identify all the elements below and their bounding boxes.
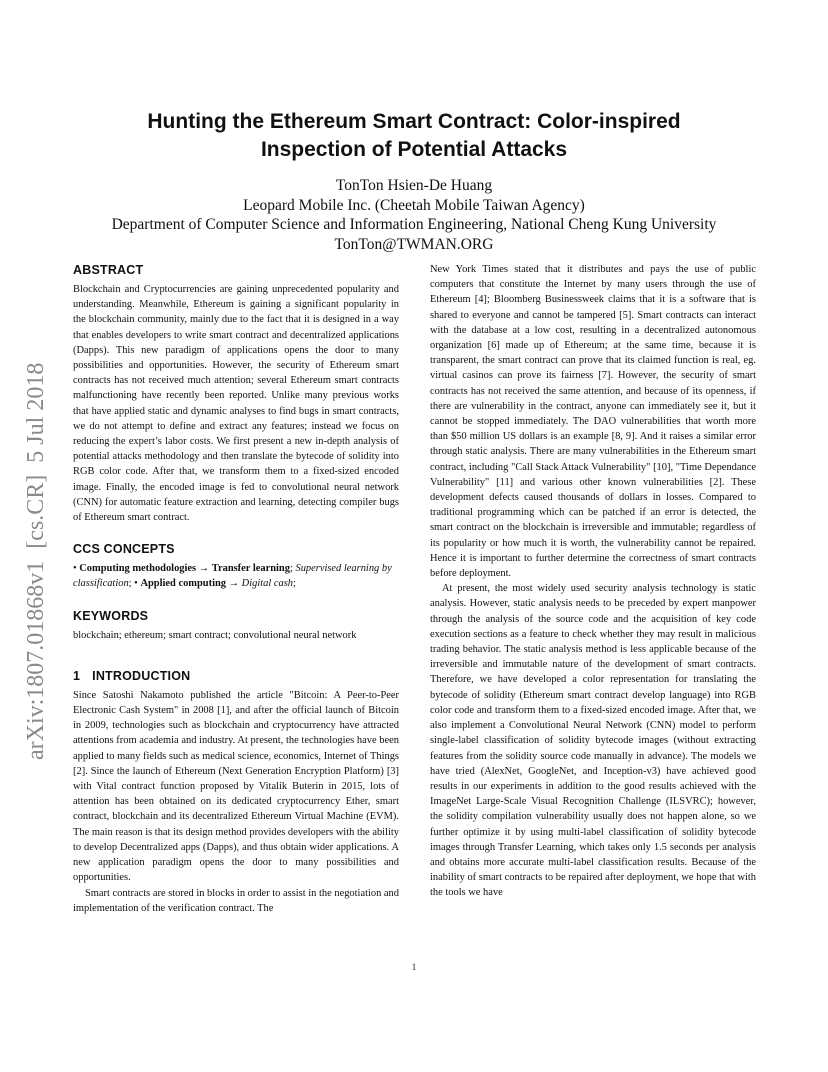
title-line-1: Hunting the Ethereum Smart Contract: Color-inspired (147, 110, 681, 133)
section-number: 1 (73, 668, 81, 683)
right-column (430, 262, 756, 901)
keywords-text: blockchain; ethereum; smart contract; convolutional neural network (73, 629, 357, 641)
author-affiliation-2: Department of Computer Science and Information Engineering, National Cheng Kung University (111, 216, 717, 233)
section-title: INTRODUCTION (92, 668, 191, 683)
ccs-separator-2: ; • (128, 578, 141, 590)
ccs-bullet: • (73, 563, 80, 575)
ccs-separator-1: ; (289, 563, 296, 575)
author-block (40, 176, 788, 254)
intro-paragraph-4: At present, the most widely used security analysis technology is static analysis. However, static analysis needs to be preceded by expert manpower through the analysis of the source code and the acquisition of key code execution sections as a feature to check whether they may result in malicious trading behavior. The static analysis method is less applicable because of the irreversible and immutable nature of the development of smart contracts. Therefore, we have developed a color representation for translating the bytecode of solidity (Ethereum smart contract develop language) into RGB color code and transform them to a fixed-sized encoded image. After that, we also implement a Convolutional Neural Network (CNN) model to perform single-label classification of solidity bytecode images (without extracting features from the solidity source code manually in advance). The models we have tried (AlexNet, GoogleNet, and Inception-v3) have achieved good results in our experiments in addition to the good results achieved with the ImageNet Large-Scale Visual Recognition Challenge (ILSVRC); however, the solidity compilation vulnerability usually does not happen alone, so we further optimize it by using multi-label classification of solidity bytecode images through Transfer Learning, which takes only 1.5 seconds per analysis and obtains more accurate multi-label classification results. Because of the inability of smart contracts to be repaired after deployment, we hope that with the tools we have (430, 583, 756, 899)
ccs-arrow-1: → (196, 563, 212, 575)
author-name: TonTon Hsien-De Huang (335, 177, 493, 194)
abstract-heading: ABSTRACT (73, 263, 144, 277)
introduction-heading (73, 668, 399, 684)
arxiv-stamp (19, 290, 53, 760)
author-affiliation-1: Leopard Mobile Inc. (Cheetah Mobile Taiwan Agency) (243, 196, 585, 214)
author-email: TonTon@TWMAN.ORG (334, 235, 494, 253)
ccs-concept-1c: Supervised learning by classification (73, 563, 392, 590)
intro-paragraph-2: Smart contracts are stored in blocks in order to assist in the negotiation and implementation of the verification contract. The (73, 887, 399, 914)
keywords-heading: KEYWORDS (73, 608, 149, 623)
ccs-concept-1: Computing methodologies (79, 563, 197, 575)
paper-title (60, 108, 768, 164)
page-number: 1 (411, 962, 417, 972)
arxiv-date: 5 Jul 2018 (23, 362, 49, 463)
abstract-text: Blockchain and Cryptocurrencies are gaining unprecedented popularity and understanding. Meanwhile, Ethereum is gaining a significant popularity in the blockchain community, mainly due to the fact that it is designed in a way that enables developers to write smart contract and decentralized applications (Dapps). This new paradigm of applications opens the door to many possibilities and opportunities. However, the security of Ethereum smart contracts has not received much attention; several Ethereum smart contracts malfunctioning have recently been reported. Unlike many previous works that have applied static and dynamic analyses to find bugs in smart contracts, we do not attempt to define and extract any features; instead we focus on reducing the expert’s labor costs. We first present a new in-depth analysis of potential attacks methodology and then translate the bytecode of solidity into RGB color code. After that, we transform them to a fixed-sized encoded image. Finally, the encoded image is fed to convolutional neural network (CNN) for automatic feature extraction and learning, detecting compiler bugs of Ethereum smart contract. (73, 284, 399, 524)
ccs-concepts (73, 561, 399, 591)
ccs-heading: CCS CONCEPTS (73, 542, 175, 557)
intro-paragraph-1: Since Satoshi Nakamoto published the article "Bitcoin: A Peer-to-Peer Electronic Cash System" in 2008 [1], and after the official launch of Bitcoin in 2009, technologies such as blockchain and cryptocurrency have attracted attentions from academia and industry. At present, the technologies have been applied to many fields such as medical science, economics, Internet of Things [2]. Since the launch of Ethereum (Next Generation Encryption Platform) [3] with Vital contract function proposed by Vitalik Buterin in 2015, lots of attention has been obtained on its dedicated cryptocurrency Ether, smart contract, blockchain and its decentralized Ethereum Virtual Machine (EVM). The main reason is that its design method provides developers with the ability to develop Decentralized apps (Dapps), and thus obtain wider applications. A new application paradigm opens the door to many possibilities and opportunities. (73, 689, 399, 884)
ccs-concept-1b: Transfer learning (211, 563, 290, 575)
intro-paragraph-3: New York Times stated that it distributes and pays the use of public computers that constitute the Internet by many users through the use of Ethereum [4]; Bloomberg Businessweek claims that it is a software that is shared to everyone and cannot be tampered [5]. Smart contracts can interact with the database at a low cost, resulting in a decentralized autonomous organization [6] made up of Ethereum; at the same time, because it is transparent, the smart contract can prove that its claimed function is real, eg. virtual casinos can prove its fairness [7]. However, the security of smart contracts has not received the same attention, and because of its openness, if there are vulnerability in the contract, anyone can immediately see it, but it cannot be stopped immediately. The DAO vulnerabilities that worth more than $50 million US dollars is an example [8, 9]. And it raises a similar error through static analysis. There are many vulnerabilities in the Ethereum smart contract, including "Call Stack Attack Vulnerability" [10], "Time Dependance Vulnerability" [11] and various other known vulnerabilities [2]. These development defects caused thousands of dollars in losses. Compared to traditional programming which can be patched if an error is detected, the smart contract on the blockchain is irreversible and immutable; regardless of its popularity or how much it is worth, the vulnerability cannot be repaired. Hence it is important to further determine the correctness of smart contracts before deployment. (430, 264, 756, 580)
ccs-arrow-2: → (226, 578, 242, 590)
title-line-2: Inspection of Potential Attacks (260, 138, 568, 161)
left-column (73, 262, 399, 916)
ccs-concept-2: Applied computing (140, 578, 227, 590)
arxiv-category: [cs.CR] (23, 474, 49, 549)
ccs-concept-2b: Digital cash (241, 578, 293, 590)
ccs-end: ; (293, 578, 296, 590)
arxiv-id: arXiv:1807.01868v1 (23, 560, 49, 760)
